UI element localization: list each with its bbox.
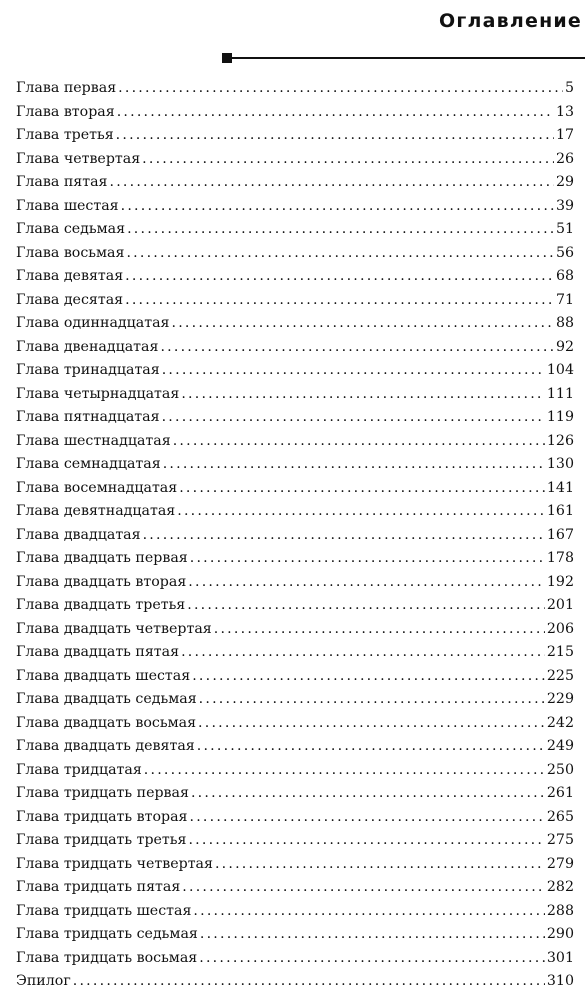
toc-entry [16, 124, 574, 148]
toc-entry [16, 383, 574, 407]
toc-entry-page-number: 26 [555, 150, 574, 167]
toc-entry-title: Глава четырнадцатая [16, 385, 180, 402]
toc-entry-title: Глава шестая [16, 197, 119, 214]
toc-entry-title: Глава десятая [16, 291, 124, 308]
toc-entry-title: Глава тридцать первая [16, 785, 189, 801]
toc-entry-page-number: 39 [555, 197, 574, 214]
toc-entry-page-number: 13 [555, 103, 574, 120]
toc-dot-leader [192, 665, 545, 689]
toc-entry [16, 171, 574, 195]
toc-dot-leader [116, 124, 554, 148]
toc-entry-title: Эпилог [16, 973, 71, 989]
toc-dot-leader [190, 547, 545, 571]
toc-dot-leader [181, 383, 545, 407]
toc-entry-page-number: 275 [546, 832, 574, 848]
toc-entry-page-number: 56 [555, 244, 574, 261]
toc-entry-title: Глава пятая [16, 174, 108, 190]
toc-entry-title: Глава вторая [16, 103, 115, 120]
toc-entry-page-number: 250 [546, 761, 574, 778]
toc-entry-title: Глава четвертая [16, 150, 141, 167]
toc-entry-title: Глава двадцать шестая [16, 667, 191, 684]
toc-entry-page-number: 130 [546, 456, 574, 472]
toc-entry [16, 453, 574, 477]
toc-entry-title: Глава двадцать третья [16, 597, 186, 613]
toc-entry [16, 312, 574, 336]
toc-dot-leader [125, 265, 554, 289]
toc-entry-page-number: 111 [546, 385, 574, 402]
toc-dot-leader [143, 524, 545, 548]
toc-entry-title: Глава тридцать пятая [16, 879, 181, 895]
toc-entry [16, 712, 574, 736]
toc-entry [16, 547, 574, 571]
toc-entry-page-number: 206 [546, 620, 574, 637]
toc-entry-page-number: 229 [546, 691, 574, 707]
toc-entry-title: Глава двадцать пятая [16, 644, 180, 660]
toc-entry-title: Глава тридцать шестая [16, 902, 192, 919]
toc-entry-title: Глава двадцатая [16, 526, 141, 543]
toc-dot-leader [172, 312, 554, 336]
toc-entry-title: Глава тридцать четвертая [16, 855, 213, 872]
toc-entry-title: Глава третья [16, 127, 114, 143]
toc-entry-page-number: 282 [546, 879, 574, 895]
toc-entry-title: Глава двенадцатая [16, 338, 159, 355]
toc-dot-leader [127, 218, 554, 242]
toc-entry-title: Глава семнадцатая [16, 456, 161, 472]
toc-entry-page-number: 68 [555, 268, 574, 284]
toc-entry-title: Глава девятая [16, 268, 124, 284]
toc-dot-leader [193, 900, 545, 924]
toc-entry-page-number: 141 [546, 479, 574, 496]
toc-entry-page-number: 225 [546, 667, 574, 684]
toc-entry [16, 688, 574, 712]
toc-entry [16, 524, 574, 548]
toc-entry [16, 947, 574, 971]
toc-entry-page-number: 29 [555, 174, 574, 190]
toc-dot-leader [110, 171, 554, 195]
toc-dot-leader [199, 688, 545, 712]
toc-entry [16, 101, 574, 125]
toc-entry-title: Глава восьмая [16, 244, 125, 261]
toc-entry-title: Глава двадцать вторая [16, 573, 187, 590]
toc-entry [16, 641, 574, 665]
toc-dot-leader [173, 430, 545, 454]
toc-dot-leader [179, 477, 545, 501]
toc-entry-page-number: 104 [546, 362, 574, 378]
toc-entry-title: Глава одиннадцатая [16, 315, 170, 331]
toc-dot-leader [160, 336, 554, 360]
toc-entry [16, 77, 574, 101]
toc-entry [16, 876, 574, 900]
toc-dot-leader [118, 77, 563, 101]
toc-dot-leader [182, 876, 545, 900]
toc-dot-leader [200, 923, 545, 947]
toc-dot-leader [197, 735, 545, 759]
toc-dot-leader [199, 947, 545, 971]
toc-entry-page-number: 167 [546, 526, 574, 543]
toc-dot-leader [214, 618, 545, 642]
toc-entry [16, 218, 574, 242]
page-title: Оглавление [439, 10, 582, 32]
toc-dot-leader [142, 148, 554, 172]
toc-entry [16, 782, 574, 806]
toc-dot-leader [198, 712, 545, 736]
toc-entry-page-number: 192 [546, 573, 574, 590]
toc-entry-page-number: 201 [546, 597, 574, 613]
toc-entry-page-number: 261 [546, 785, 574, 801]
toc-entry-title: Глава восемнадцатая [16, 479, 178, 496]
toc-entry-page-number: 51 [555, 221, 574, 237]
toc-entry-title: Глава двадцать четвертая [16, 620, 212, 637]
toc-entry [16, 759, 574, 783]
toc-dot-leader [187, 594, 545, 618]
toc-entry-title: Глава седьмая [16, 221, 126, 237]
toc-entry [16, 265, 574, 289]
toc-entry [16, 242, 574, 266]
toc-entry-page-number: 92 [555, 338, 574, 355]
toc-entry-title: Глава тридцатая [16, 761, 142, 778]
toc-entry-page-number: 161 [546, 503, 574, 519]
toc-entry [16, 618, 574, 642]
toc-entry [16, 336, 574, 360]
toc-entry-page-number: 301 [546, 949, 574, 966]
toc-dot-leader [189, 806, 544, 830]
toc-dot-leader [215, 853, 545, 877]
toc-entry [16, 406, 574, 430]
toc-entry-title: Глава пятнадцатая [16, 409, 160, 425]
toc-dot-leader [121, 195, 554, 219]
toc-dot-leader [117, 101, 554, 125]
toc-entry-page-number: 290 [546, 926, 574, 942]
toc-entry-page-number: 119 [546, 409, 574, 425]
toc-entry [16, 806, 574, 830]
toc-entry [16, 571, 574, 595]
heading-rule [222, 57, 585, 59]
toc-entry-page-number: 17 [555, 127, 574, 143]
toc-entry-page-number: 126 [546, 432, 574, 449]
toc-entry-page-number: 71 [555, 291, 574, 308]
toc-entry-page-number: 5 [564, 80, 574, 96]
toc-entry [16, 500, 574, 524]
toc-entry [16, 853, 574, 877]
toc-dot-leader [126, 242, 553, 266]
toc-entry-page-number: 242 [546, 714, 574, 731]
toc-entry [16, 430, 574, 454]
toc-entry [16, 477, 574, 501]
toc-entry-page-number: 288 [546, 902, 574, 919]
toc-entry-page-number: 265 [546, 808, 574, 825]
toc-dot-leader [125, 289, 554, 313]
toc-dot-leader [144, 759, 545, 783]
toc-entry-title: Глава тридцать вторая [16, 808, 188, 825]
toc-dot-leader [162, 406, 545, 430]
toc-dot-leader [191, 782, 545, 806]
toc-entry-title: Глава тридцать седьмая [16, 926, 198, 942]
toc-entry-page-number: 178 [546, 550, 574, 566]
toc-dot-leader [73, 970, 545, 994]
toc-entry [16, 148, 574, 172]
toc-entry [16, 359, 574, 383]
toc-dot-leader [188, 571, 545, 595]
toc-entry-page-number: 310 [546, 973, 574, 989]
toc-dot-leader [181, 641, 545, 665]
toc-entry-title: Глава двадцать восьмая [16, 714, 197, 731]
toc-entry-title: Глава двадцать первая [16, 550, 188, 566]
toc-entry [16, 923, 574, 947]
toc-entry-title: Глава двадцать седьмая [16, 691, 197, 707]
toc-entry-title: Глава девятнадцатая [16, 503, 176, 519]
toc-dot-leader [177, 500, 545, 524]
toc-entry-page-number: 88 [555, 315, 574, 331]
toc-entry-title: Глава первая [16, 80, 117, 96]
toc-entry-title: Глава тринадцатая [16, 362, 160, 378]
toc-entry [16, 289, 574, 313]
toc-entry-title: Глава шестнадцатая [16, 432, 171, 449]
toc-dot-leader [163, 453, 545, 477]
toc-entry [16, 594, 574, 618]
toc-dot-leader [162, 359, 545, 383]
toc-entry-title: Глава тридцать восьмая [16, 949, 198, 966]
toc-entry [16, 195, 574, 219]
table-of-contents [16, 77, 574, 994]
toc-entry [16, 829, 574, 853]
toc-entry-title: Глава двадцать девятая [16, 738, 195, 754]
toc-entry [16, 900, 574, 924]
toc-entry-title: Глава тридцать третья [16, 832, 187, 848]
toc-entry [16, 665, 574, 689]
toc-entry-page-number: 215 [546, 644, 574, 660]
toc-entry [16, 970, 574, 994]
toc-dot-leader [188, 829, 544, 853]
toc-entry [16, 735, 574, 759]
toc-entry-page-number: 249 [546, 738, 574, 754]
toc-entry-page-number: 279 [546, 855, 574, 872]
